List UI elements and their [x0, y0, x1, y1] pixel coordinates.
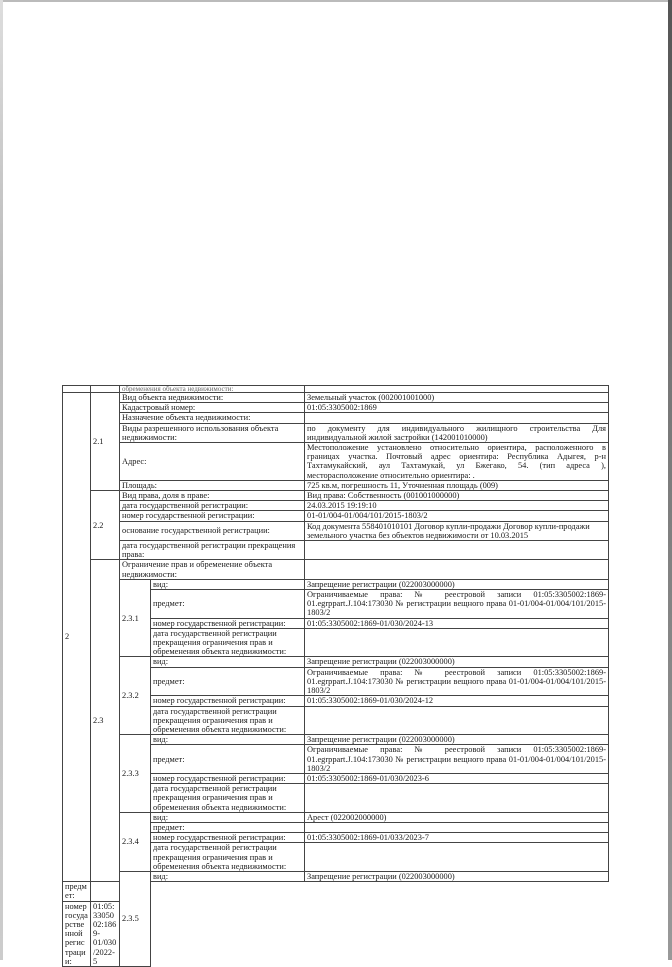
- encumbrance-number: 2.3.4: [120, 812, 151, 871]
- kind-label: вид:: [151, 812, 305, 822]
- purpose-value: [305, 413, 609, 423]
- encumbrance-title: Ограничение прав и обременение объекта недвижимости:: [120, 560, 305, 579]
- extract-table: [62, 385, 609, 967]
- object-type-value: Земельный участок (002001001000): [305, 393, 609, 403]
- encumbrance-number: 2.3.1: [120, 579, 151, 657]
- subject-value: Ограничиваемые права: № реестровой записи 01:05:3305002:1869-01.egrppart.J.104:173030 № регистрации вещного права 01-01/004-01/004/101/2015-1803/2: [305, 745, 609, 774]
- cadastral-value: 01:05:3305002:1869: [305, 403, 609, 413]
- area-label: Площадь:: [120, 480, 305, 490]
- enddate-value: [305, 843, 609, 872]
- section-number: 2: [63, 393, 91, 882]
- table-row: [63, 871, 609, 881]
- basis-label: основание государственной регистрации:: [120, 521, 305, 540]
- table-row: [63, 393, 609, 403]
- kind-label: вид:: [151, 735, 305, 745]
- regnum-label: номер государственной регистрации:: [151, 833, 305, 843]
- table-row: [63, 812, 609, 822]
- enddate-label: дата государственной регистрации прекращения ограничения прав и обременения объекта недвижимости:: [151, 784, 305, 813]
- object-type-label: Вид объекта недвижимости:: [120, 393, 305, 403]
- kind-value: Запрещение регистрации (022003000000): [305, 735, 609, 745]
- subsection-number: 2.1: [91, 393, 120, 491]
- table-row: [63, 541, 609, 560]
- table-row: [63, 480, 609, 490]
- termination-value: [305, 541, 609, 560]
- regnum-label: номер государственной регистрации:: [151, 618, 305, 628]
- table-row: [63, 413, 609, 423]
- enddate-label: дата государственной регистрации прекращения ограничения прав и обременения объекта недвижимости:: [151, 843, 305, 872]
- scan-right-edge: [668, 0, 672, 960]
- scan-top-edge: [0, 0, 672, 2]
- regnum-value: 01:05:3305002:1869-01/030/2023-6: [305, 773, 609, 783]
- kind-label: вид:: [151, 579, 305, 589]
- reg-date-value: 24.03.2015 19:19:10: [305, 501, 609, 511]
- reg-number-label: номер государственной регистрации:: [120, 511, 305, 521]
- subject-value: [91, 882, 120, 901]
- encumbrance-number: 2.3.3: [120, 735, 151, 813]
- header-fragment: обременения объекта недвижимости:: [120, 386, 305, 393]
- kind-value: Запрещение регистрации (022003000000): [305, 871, 609, 881]
- reg-date-label: дата государственной регистрации:: [120, 501, 305, 511]
- regnum-label: номер государственной регистрации:: [151, 696, 305, 706]
- enddate-value: [305, 784, 609, 813]
- subsection-number: 2.3: [91, 560, 120, 882]
- table-row: [63, 491, 609, 501]
- regnum-value: 01:05:3305002:1869-01/030/2022-5: [91, 901, 120, 966]
- table-row: [63, 501, 609, 511]
- use-value: по документу для индивидуального жилищного строительства Для индивидуальной жилой застройки (142001010000): [305, 423, 609, 442]
- right-label: Вид права, доля в праве:: [120, 491, 305, 501]
- use-label: Виды разрешенного использования объекта недвижимости:: [120, 423, 305, 442]
- subject-label: предмет:: [151, 822, 305, 832]
- table-row: [63, 735, 609, 745]
- table-row: [63, 443, 609, 481]
- table-row: [63, 511, 609, 521]
- subject-value: [305, 822, 609, 832]
- table-row: [63, 579, 609, 589]
- encumbrance-number: 2.3.2: [120, 657, 151, 735]
- basis-value: Код документа 558401010101 Договор купли-продажи Договор купли-продажи земельного участка без объектов недвижимости от 10.03.2015: [305, 521, 609, 540]
- subject-value: Ограничиваемые права: № реестровой записи 01:05:3305002:1869-01.egrppart.J.104:173030 № регистрации вещного права 01-01/004-01/004/101/2015-1803/2: [305, 667, 609, 696]
- right-value: Вид права: Собственность (001001000000): [305, 491, 609, 501]
- regnum-label: номер государственной регистрации:: [151, 773, 305, 783]
- table-row: [63, 423, 609, 442]
- scan-left-edge: [0, 0, 3, 960]
- cadastral-label: Кадастровый номер:: [120, 403, 305, 413]
- regnum-value: 01:05:3305002:1869-01/030/2024-13: [305, 618, 609, 628]
- kind-value: Арест (022002000000): [305, 812, 609, 822]
- subject-label: предмет:: [151, 667, 305, 696]
- kind-value: Запрещение регистрации (022003000000): [305, 579, 609, 589]
- subject-label: предмет:: [63, 882, 91, 901]
- encumbrance-number: 2.3.5: [120, 871, 151, 966]
- purpose-label: Назначение объекта недвижимости:: [120, 413, 305, 423]
- kind-value: Запрещение регистрации (022003000000): [305, 657, 609, 667]
- subject-label: предмет:: [151, 590, 305, 619]
- kind-label: вид:: [151, 657, 305, 667]
- enddate-label: дата государственной регистрации прекращения ограничения прав и обременения объекта недвижимости:: [151, 706, 305, 735]
- enddate-value: [305, 706, 609, 735]
- subsection-number: 2.2: [91, 491, 120, 560]
- address-label: Адрес:: [120, 443, 305, 481]
- regnum-label: номер государственной регистрации:: [63, 901, 91, 966]
- subject-value: Ограничиваемые права: № реестровой записи 01:05:3305002:1869-01.egrppart.J.104:173030 № регистрации вещного права 01-01/004-01/004/101/2015-1803/2: [305, 590, 609, 619]
- enddate-value: [305, 628, 609, 657]
- kind-label: вид:: [151, 871, 305, 881]
- table-row: [63, 403, 609, 413]
- area-value: 725 кв.м, погрешность 11, Уточненная площадь (009): [305, 480, 609, 490]
- header-fragment-row: [63, 386, 609, 393]
- enddate-label: дата государственной регистрации прекращения ограничения прав и обременения объекта недвижимости:: [151, 628, 305, 657]
- reg-number-value: 01-01/004-01/004/101/2015-1803/2: [305, 511, 609, 521]
- address-value: Местоположение установлено относительно ориентира, расположенного в границах участка. Почтовый адрес ориентира: Республика Адыгея, р-н Тахтамукайский, аул Тахтамукай, ул Бжегако, 54. (тип адреса ), месторасположение относительно ориентира: .: [305, 443, 609, 481]
- table-row: [63, 560, 609, 579]
- table-row: [63, 521, 609, 540]
- table-row: [63, 657, 609, 667]
- termination-label: дата государственной регистрации прекращения права:: [120, 541, 305, 560]
- regnum-value: 01:05:3305002:1869-01/033/2023-7: [305, 833, 609, 843]
- encumbrance-title-value: [305, 560, 609, 579]
- regnum-value: 01:05:3305002:1869-01/030/2024-12: [305, 696, 609, 706]
- subject-label: предмет:: [151, 745, 305, 774]
